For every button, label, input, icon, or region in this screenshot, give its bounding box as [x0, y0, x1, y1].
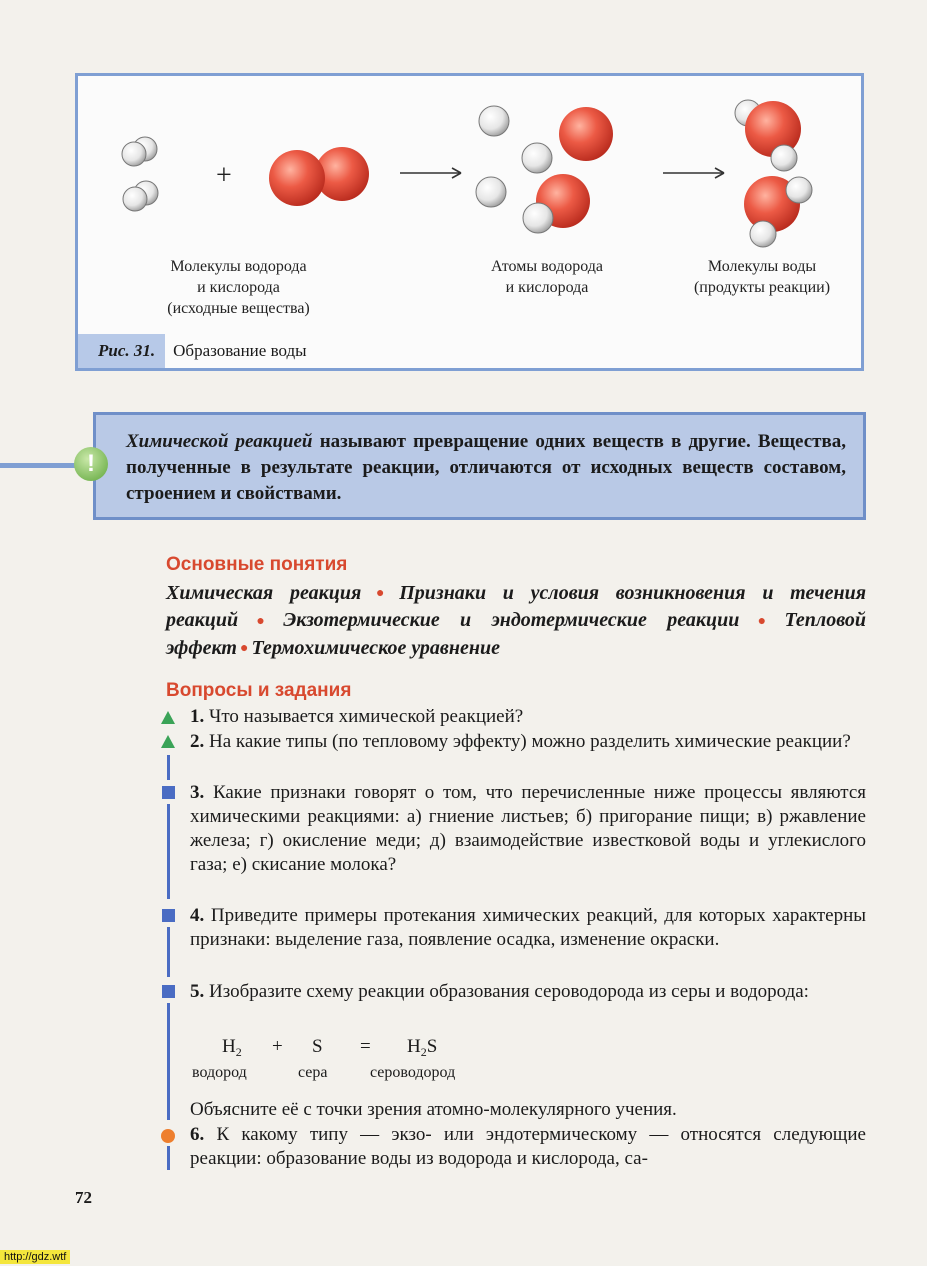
exclamation-icon: !	[74, 447, 108, 481]
question-2: 2. На какие типы (по тепловому эффекту) можно разделить химические реакции?	[190, 731, 851, 752]
hydrogen-molecule	[122, 137, 157, 166]
caption-atoms: Атомы водорода и кислорода	[490, 258, 603, 296]
formula-equals: =	[360, 1036, 371, 1057]
medium-level-icon	[162, 985, 175, 998]
easy-level-icon	[161, 711, 175, 724]
figure-title: Образование воды	[173, 341, 307, 360]
question-4: 4. Приведите примеры протекания химических реакций, для которых характерны признаки: выделение газа, появление осадка, изменение окраски.	[190, 905, 867, 950]
concepts-heading: Основные понятия	[166, 554, 348, 575]
level-bar	[167, 1146, 170, 1170]
formula-h2s: $H_2S$	[407, 1036, 438, 1059]
plus-sign: +	[216, 160, 232, 191]
hydrogen-molecule	[123, 181, 158, 211]
water-molecule	[744, 176, 812, 247]
question-6: 6. К какому типу — экзо- или эндотермическому — относятся следующие реакции: образование воды из водорода и кислорода, са-	[190, 1124, 866, 1169]
level-bar	[167, 755, 170, 780]
level-bar	[167, 804, 170, 899]
arrow-icon	[400, 168, 461, 178]
medium-level-icon	[162, 909, 175, 922]
level-bar	[167, 927, 170, 977]
arrow-icon	[663, 168, 724, 178]
concepts-list: Химическая реакция ● Признаки и условия возникновения и течения реакций ● Экзотермические и эндотермические реакции ● Тепловой эффект ● Термохимическое уравнение	[166, 582, 866, 659]
caption-reactants: Молекулы водорода и кислорода (исходные вещества)	[167, 258, 310, 317]
page-number: 72	[75, 1188, 92, 1207]
label-hydrogen-sulfide: сероводород	[370, 1064, 456, 1081]
figure-number: Рис. 31.	[78, 334, 165, 368]
question-5-explain: Объясните её с точки зрения атомно-молекулярного учения.	[190, 1099, 677, 1120]
question-5: 5. Изобразите схему реакции образования сероводорода из серы и водорода:	[190, 981, 809, 1002]
questions-heading: Вопросы и задания	[166, 680, 352, 701]
definition-box	[93, 412, 866, 520]
figure-31	[75, 73, 864, 371]
caption-products: Молекулы воды (продукты реакции)	[693, 258, 831, 296]
separate-atoms	[476, 106, 613, 233]
formula-s: S	[312, 1036, 323, 1057]
hard-level-icon	[161, 1129, 175, 1143]
definition-text: Химической реакцией называют превращение одних веществ в другие. Вещества, полученные в результате реакции, отличаются от исходных веществ составом, строением и свойствами.	[126, 431, 846, 504]
formula-h2: $H_2$	[222, 1036, 242, 1059]
label-sulfur: сера	[298, 1064, 328, 1081]
question-1: 1. Что называется химической реакцией?	[190, 706, 524, 727]
easy-level-icon	[161, 735, 175, 748]
bleed-through	[0, 580, 60, 684]
medium-level-icon	[162, 786, 175, 799]
source-url[interactable]: http://gdz.wtf	[0, 1250, 70, 1264]
molecule-illustration	[78, 76, 861, 368]
formula-plus: +	[272, 1036, 283, 1057]
water-molecule	[735, 100, 801, 171]
label-hydrogen: водород	[192, 1064, 247, 1081]
level-bar	[167, 1003, 170, 1120]
oxygen-molecule	[269, 147, 369, 206]
question-3: 3. Какие признаки говорят о том, что перечисленные ниже процессы являются химическими реакциями: а) гниение листьев; б) пригорание пищи; в) ржавление железа; г) окисление меди; д) взаимодействие известковой воды и углекислого газа; е) скисание молока?	[190, 782, 867, 875]
figure-caption	[78, 334, 307, 368]
